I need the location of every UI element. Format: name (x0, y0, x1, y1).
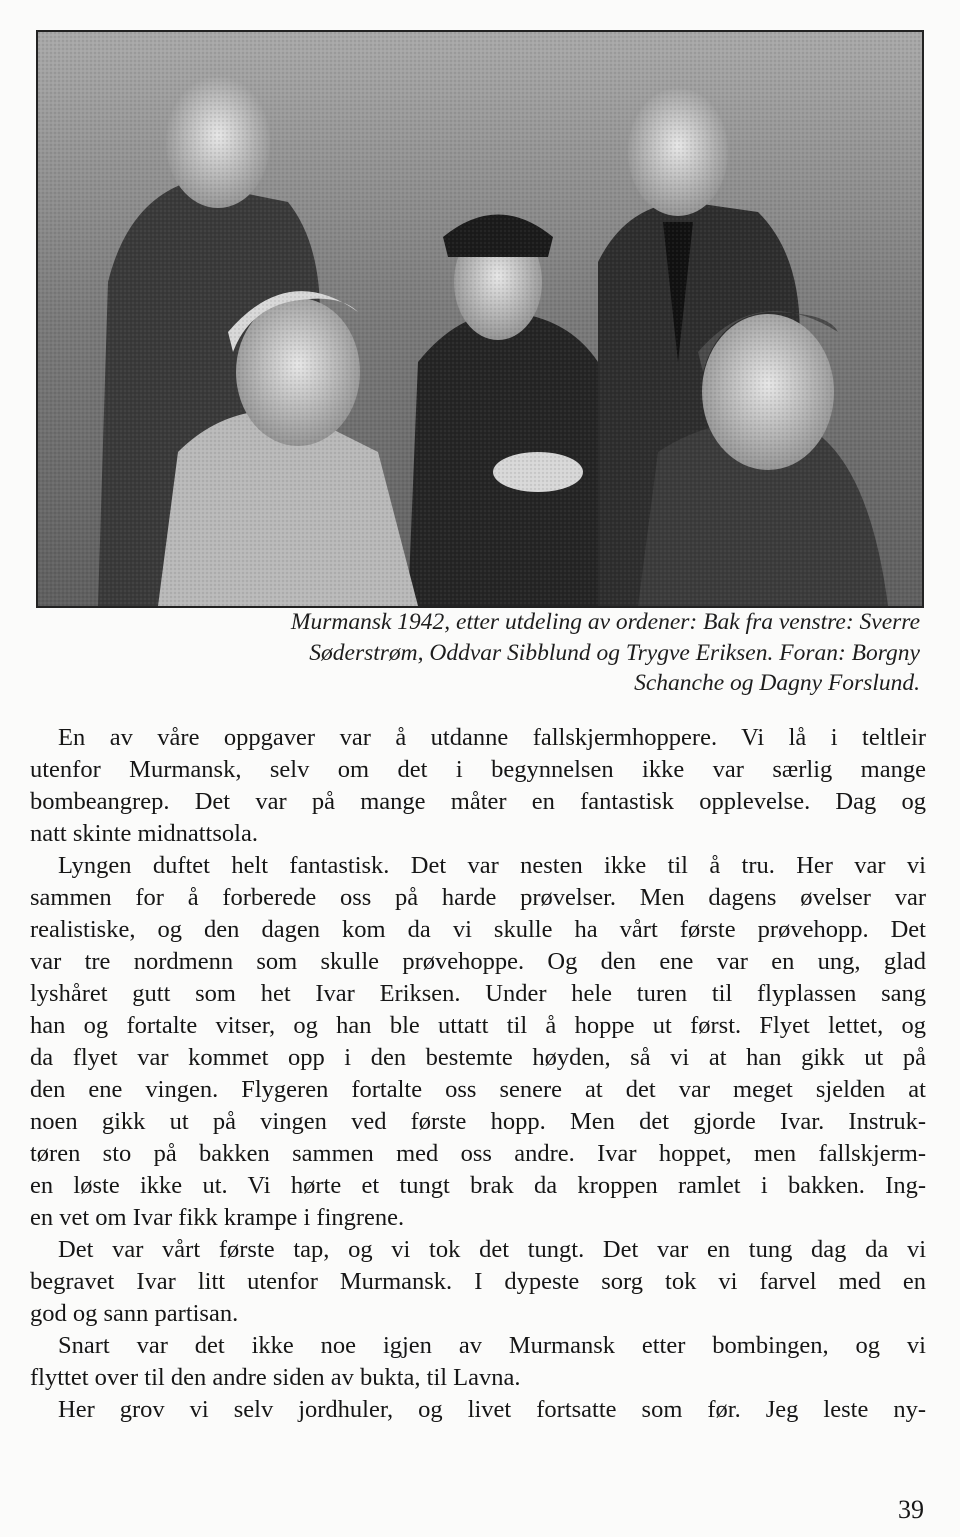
caption-line: Schanche og Dagny Forslund. (634, 670, 920, 696)
text-line: en vet om Ivar fikk krampe i fingrene. (30, 1204, 405, 1231)
text-line: begravet Ivar litt utenfor Murmansk. I dypeste sorg tok vi farvel med en (30, 1268, 926, 1295)
text-line: utenfor Murmansk, selv om det i begynnelsen ikke var særlig mange (30, 756, 926, 783)
photo-caption (60, 607, 920, 699)
caption-line: Søderstrøm, Oddvar Sibblund og Trygve Eriksen. Foran: Borgny (309, 639, 920, 666)
text-line: en løste ikke ut. Vi hørte et tungt brak da kroppen ramlet i bakken. Ing- (30, 1172, 926, 1199)
text-line: lyshåret gutt som het Ivar Eriksen. Under hele turen til flyplassen sang (30, 980, 926, 1007)
text-line: En av våre oppgaver var å utdanne fallskjermhoppere. Vi lå i teltleir (58, 724, 926, 751)
text-line: Lyngen duftet helt fantastisk. Det var nesten ikke til å tru. Her var vi (58, 852, 926, 879)
body-text (30, 722, 926, 1426)
photo-portrait-group-icon (38, 32, 922, 606)
text-line: Snart var det ikke noe igjen av Murmansk etter bombingen, og vi (58, 1332, 926, 1359)
text-line: Her grov vi selv jordhuler, og livet fortsatte som før. Jeg leste ny- (58, 1396, 926, 1423)
text-line: Det var vårt første tap, og vi tok det tungt. Det var en tung dag da vi (58, 1236, 926, 1263)
group-photograph (36, 30, 924, 608)
text-line: realistiske, og den dagen kom da vi skulle ha vårt første prøvehopp. Det (30, 916, 926, 943)
text-line: var tre nordmenn som skulle prøvehoppe. Og den ene var en ung, glad (30, 948, 926, 975)
text-line: flyttet over til den andre siden av bukta, til Lavna. (30, 1364, 521, 1391)
text-line: han og fortalte vitser, og han ble uttatt til å hoppe ut først. Flyet lettet, og (30, 1012, 926, 1039)
text-line: noen gikk ut på vingen ved første hopp. Men det gjorde Ivar. Instruk- (30, 1108, 926, 1135)
text-line: da flyet var kommet opp i den bestemte høyden, så vi at han gikk ut på (30, 1044, 926, 1071)
text-line: natt skinte midnattsola. (30, 820, 258, 847)
text-line: bombeangrep. Det var på mange måter en fantastisk opplevelse. Dag og (30, 788, 926, 815)
text-line: den ene vingen. Flygeren fortalte oss senere at det var meget sjelden at (30, 1076, 926, 1103)
text-line: sammen for å forberede oss på harde prøvelser. Men dagens øvelser var (30, 884, 926, 911)
page-number: 39 (898, 1495, 924, 1524)
text-line: tøren sto på bakken sammen med oss andre. Ivar hoppet, men fallskjerm- (30, 1140, 926, 1167)
text-line: god og sann partisan. (30, 1300, 239, 1327)
caption-line: Murmansk 1942, etter utdeling av ordener: Bak fra venstre: Sverre (290, 609, 920, 635)
